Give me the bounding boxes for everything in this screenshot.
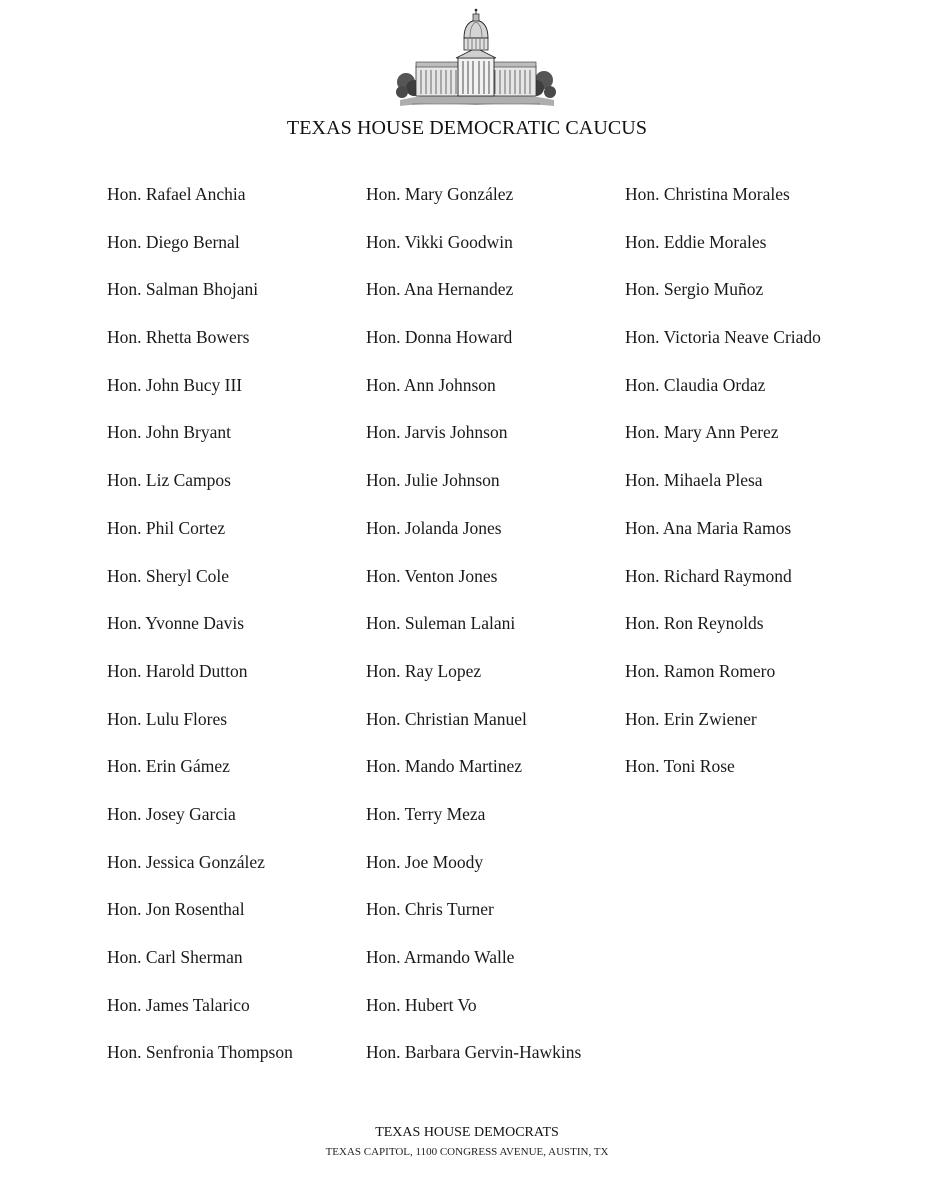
member-name: Hon. Erin Gámez: [107, 756, 230, 777]
member-name: Hon. Ray Lopez: [366, 660, 482, 681]
member-name: Hon. Barbara Gervin-Hawkins: [366, 1042, 582, 1063]
footer-organization: TEXAS HOUSE DEMOCRATS: [375, 1125, 559, 1140]
member-name: Hon. Julie Johnson: [366, 470, 500, 491]
member-name: Hon. Jolanda Jones: [366, 517, 502, 538]
member-name: Hon. Phil Cortez: [107, 517, 226, 538]
member-name: Hon. Joe Moody: [366, 851, 484, 872]
member-name: Hon. Carl Sherman: [107, 947, 243, 967]
member-name: Hon. Rafael Anchia: [107, 184, 246, 204]
member-name: Hon. Terry Meza: [366, 803, 486, 824]
member-name: Hon. Donna Howard: [366, 327, 513, 348]
member-name: Hon. Harold Dutton: [107, 660, 248, 681]
member-name: Hon. Mary Ann Perez: [625, 422, 779, 443]
member-name: Hon. Diego Bernal: [107, 231, 240, 252]
member-name: Hon. Erin Zwiener: [625, 708, 757, 729]
member-name: Hon. Rhetta Bowers: [107, 327, 250, 348]
member-list: [0, 181, 934, 1081]
capitol-building-icon: [394, 8, 558, 110]
member-name: Hon. Suleman Lalani: [366, 613, 516, 634]
member-name: Hon. Jarvis Johnson: [366, 422, 508, 443]
member-name: Hon. Senfronia Thompson: [107, 1042, 293, 1063]
member-name: Hon. Victoria Neave Criado: [625, 327, 821, 348]
member-name: Hon. John Bryant: [107, 422, 231, 443]
member-name: Hon. Ana Hernandez: [366, 279, 514, 300]
member-name: Hon. Venton Jones: [366, 565, 498, 586]
footer-address: TEXAS CAPITOL, 1100 CONGRESS AVENUE, AUSTIN, TX: [325, 1146, 609, 1158]
member-name: Hon. Jessica González: [107, 851, 265, 872]
member-name: Hon. Vikki Goodwin: [366, 231, 513, 252]
member-name: Hon. John Bucy III: [107, 374, 243, 395]
member-name: Hon. Richard Raymond: [625, 565, 792, 586]
member-name: Hon. Chris Turner: [366, 899, 494, 920]
member-name: Hon. Liz Campos: [107, 470, 231, 491]
member-name: Hon. Mary González: [366, 184, 514, 204]
member-name: Hon. Mando Martinez: [366, 756, 523, 777]
member-name: Hon. Salman Bhojani: [107, 279, 259, 300]
member-name: Hon. Ron Reynolds: [625, 613, 764, 634]
member-column-2: [366, 181, 618, 1087]
member-name: Hon. Mihaela Plesa: [625, 470, 763, 491]
member-name: Hon. Ana Maria Ramos: [625, 517, 792, 538]
member-name: Hon. Ann Johnson: [366, 374, 496, 395]
member-name: Hon. Toni Rose: [625, 756, 735, 777]
member-column-3: [625, 181, 925, 801]
member-name: Hon. Claudia Ordaz: [625, 374, 766, 395]
page-title: TEXAS HOUSE DEMOCRATIC CAUCUS: [286, 117, 648, 139]
member-name: Hon. James Talarico: [107, 994, 250, 1015]
member-column-1: [107, 181, 357, 1087]
member-name: Hon. Eddie Morales: [625, 231, 767, 252]
member-name: Hon. Lulu Flores: [107, 708, 228, 729]
member-name: Hon. Sergio Muñoz: [625, 279, 764, 300]
member-name: Hon. Yvonne Davis: [107, 613, 245, 634]
member-name: Hon. Hubert Vo: [366, 994, 477, 1015]
member-name: Hon. Christian Manuel: [366, 708, 527, 729]
member-name: Hon. Christina Morales: [625, 184, 790, 204]
member-name: Hon. Ramon Romero: [625, 660, 776, 681]
member-name: Hon. Armando Walle: [366, 947, 515, 967]
member-name: Hon. Josey Garcia: [107, 803, 236, 824]
member-name: Hon. Jon Rosenthal: [107, 899, 245, 920]
member-name: Hon. Sheryl Cole: [107, 565, 230, 586]
